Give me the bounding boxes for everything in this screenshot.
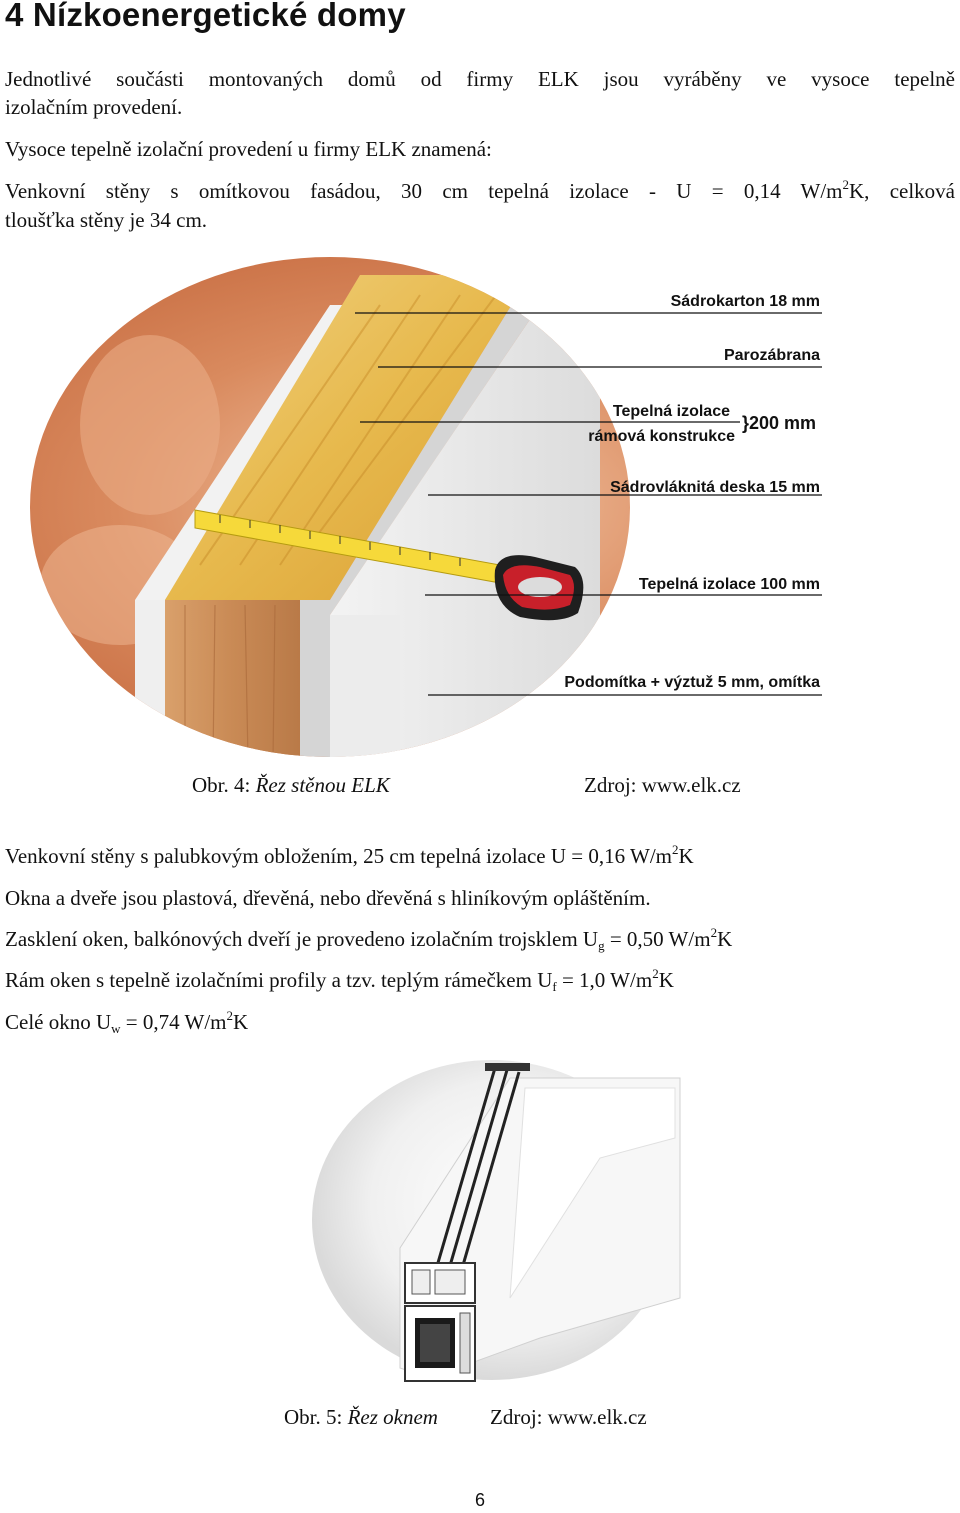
label-tepelna-izolace: Tepelná izolace <box>612 403 730 420</box>
label-tepelna-izolace-100: Tepelná izolace 100 mm <box>638 576 820 593</box>
window-profile <box>405 1263 475 1381</box>
label-ramova-konstrukce: rámová konstrukce <box>588 428 735 445</box>
detail-line-1: Venkovní stěny s palubkovým obložením, 25 cm tepelná izolace U = 0,16 $W/m^2K$ <box>5 842 694 868</box>
page-heading: 4 Nízkoenergetické domy <box>5 0 406 33</box>
label-sadrokarton: Sádrokarton 18 mm <box>670 293 820 310</box>
label-sadrovlaknita-deska: Sádrovláknitá deska 15 mm <box>610 479 820 496</box>
intro-line-2: izolačním provedení. <box>5 95 183 119</box>
wall-section-figure <box>0 245 960 760</box>
detail-line-3: Zasklení oken, balkónových dveří je provedeno izolačním trojsklem $U_g = 0,50$ $W/m^2K$ <box>5 925 733 953</box>
figure-4-source: Zdroj: www.elk.cz <box>584 773 741 797</box>
figure-5-source: Zdroj: www.elk.cz <box>490 1405 647 1429</box>
detail-line-4: Rám oken s tepelně izolačními profily a tzv. teplým rámečkem $U_f = 1,0$ $W/m^2K$ <box>5 966 674 994</box>
page-number: 6 <box>474 1490 485 1510</box>
intro-line-1: Jednotlivé součásti montovaných domů od firmy ELK jsou vyráběny ve vysoce tepelně <box>5 67 955 91</box>
label-podomitka: Podomítka + výztuž 5 mm, omítka <box>564 674 820 691</box>
figure-5-caption: Obr. 5: Řez oknem <box>284 1405 438 1429</box>
intro-line-3: Vysoce tepelně izolační provedení u firmy ELK znamená: <box>5 137 492 161</box>
intro-line-4: Venkovní stěny s omítkovou fasádou, 30 cm tepelná izolace - U = 0,14 $W/m^2K$, celková <box>5 177 956 203</box>
detail-line-2: Okna a dveře jsou plastová, dřevěná, nebo dřevěná s hliníkovým opláštěním. <box>5 886 651 910</box>
detail-line-5: Celé okno $U_w = 0,74$ $W/m^2K$ <box>5 1008 249 1036</box>
label-parozabrana: Parozábrana <box>723 347 820 364</box>
window-section-figure <box>280 1048 690 1393</box>
figure-4-caption: Obr. 4: Řez stěnou ELK <box>192 773 390 797</box>
intro-line-5: tloušťka stěny je 34 cm. <box>5 208 208 232</box>
label-200mm: }200 mm <box>742 413 817 433</box>
